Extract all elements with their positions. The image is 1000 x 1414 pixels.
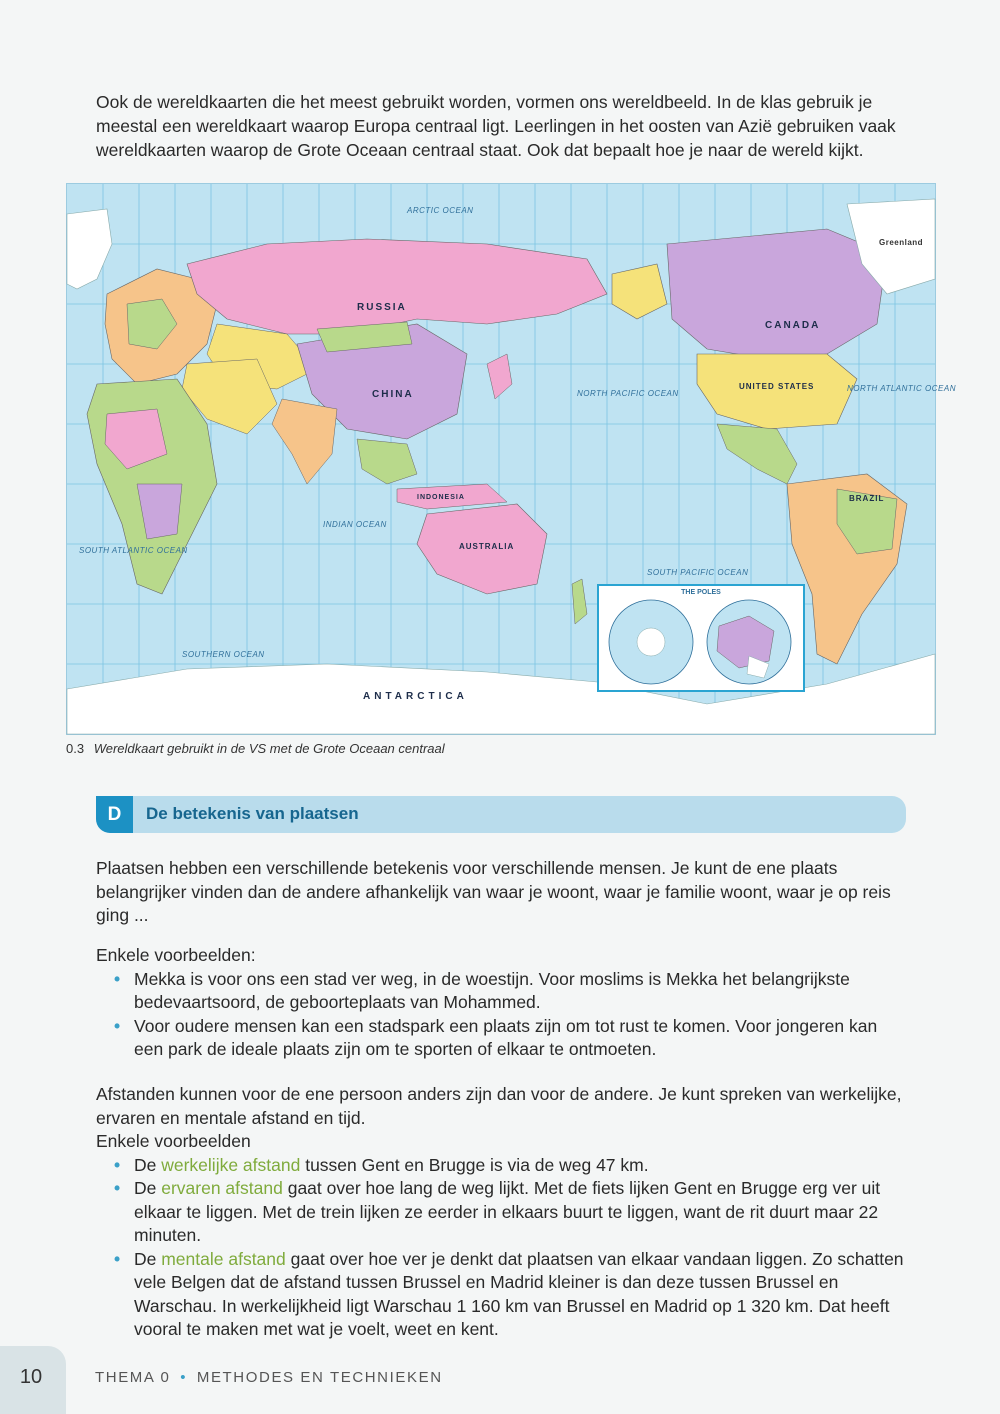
list-item-text: Voor oudere mensen kan een stadspark een plaats zijn om tot rust te komen. Voor jongeren kan een park de ideale plaats zijn om te sporten of elkaar te ontmoeten. [134,1015,878,1059]
footer-bullet-icon: • [180,1369,188,1386]
world-map [66,183,956,735]
examples-list-1 [96,968,908,1062]
label-russia: RUSSIA [357,302,407,313]
label-united-states: UNITED STATES [739,382,815,391]
label-indonesia: INDONESIA [417,494,465,501]
section-header [96,796,906,833]
label-canada: CANADA [765,320,821,331]
page-number: 10 [19,1366,43,1388]
label-australia: AUSTRALIA [459,542,515,551]
bullet-icon: • [114,1015,121,1036]
label-antarctica: ANTARCTICA [363,691,468,702]
label-greenland: Greenland [879,238,924,247]
paragraph-plaatsen: Plaatsen hebben een verschillende betekenis voor verschillende mensen. Je kunt de ene plaats belangrijker vinden dan de andere afhankelijk van waar je woont, waar je familie woont, waar je op reis ging ... [96,858,891,925]
term-mentale-afstand: mentale afstand [161,1248,286,1269]
list-item [96,968,908,1015]
bullet-icon: • [114,1248,121,1269]
footer-running-title [95,1369,443,1386]
examples-heading-1: Enkele voorbeelden: [96,945,256,965]
poles-graphic [599,586,803,690]
paragraph-afstanden: Afstanden kunnen voor de ene persoon anders zijn dan voor de andere. Je kunt spreken van werkelijke, ervaren en mentale afstand en tijd. [96,1084,902,1128]
label-north-atlantic-ocean: NORTH ATLANTIC OCEAN [847,384,956,393]
footer-theme-number: 0 [160,1369,171,1386]
poles-inset [597,584,805,692]
footer-subtitle: METHODES EN TECHNIEKEN [196,1369,443,1386]
list-item [96,1015,908,1062]
list-item: • De ervaren afstand gaat over hoe lang de weg lijkt. Met de fiets lijken Gent en Brugge erg ver uit elkaar te liggen. Met de trein lijken ze eerder in elkaars buurt te liggen, want de rit duurt maar 22 minuten. [114,1178,881,1245]
term-werkelijke-afstand: werkelijke afstand [161,1154,301,1175]
label-south-pacific-ocean: SOUTH PACIFIC OCEAN [647,568,749,577]
bullet-icon: • [114,1178,121,1198]
section-title: De betekenis van plaatsen [146,804,359,823]
term-ervaren-afstand: ervaren afstand [161,1178,283,1198]
label-arctic-ocean: ARCTIC OCEAN [407,206,474,215]
bullet-icon: • [114,968,121,989]
figure-number: 0.3 [66,741,85,756]
examples-heading-2: Enkele voorbeelden [96,1131,251,1151]
afstanden-block [96,1083,908,1342]
section-letter: D [96,796,133,833]
footer-theme: THEMA [95,1369,155,1386]
examples-block-1 [96,944,908,1062]
label-southern-ocean: SOUTHERN OCEAN [182,650,265,659]
label-north-pacific-ocean: NORTH PACIFIC OCEAN [577,389,679,398]
list-item-text: Mekka is voor ons een stad ver weg, in de woestijn. Voor moslims is Mekka het belangrijkste bedevaartsoord, de geboorteplaats van Mohammed. [134,968,850,1012]
figure-caption [66,741,445,756]
label-indian-ocean: INDIAN OCEAN [323,520,387,529]
examples-list-2 [96,1154,908,1342]
bullet-icon: • [114,1154,121,1175]
poles-title: THE POLES [681,589,721,596]
label-china: CHINA [372,389,414,400]
label-brazil: BRAZIL [849,494,885,503]
list-item: • De mentale afstand gaat over hoe ver je denkt dat plaatsen van elkaar vandaan liggen. Zo schatten vele Belgen dat de afstand tussen Brussel en Madrid kleiner is dan deze tussen Brussel en Warschau. In werkelijkheid ligt Warschau 1 160 km van Brussel en Madrid op 1 320 km. Dat heeft vooral te maken met wat je voelt, weet en kent. [114,1248,904,1339]
list-item: • De werkelijke afstand tussen Gent en Brugge is via de weg 47 km. [96,1154,908,1178]
label-south-atlantic-ocean: SOUTH ATLANTIC OCEAN [79,546,188,555]
figure-caption-text: Wereldkaart gebruikt in de VS met de Grote Oceaan centraal [93,741,445,756]
intro-paragraph: Ook de wereldkaarten die het meest gebruikt worden, vormen ons wereldbeeld. In de klas gebruik je meestal een wereldkaart waarop Europa centraal ligt. Leerlingen in het oosten van Azië gebruiken vaak wereldkaarten waarop de Grote Oceaan centraal staat. Ook dat bepaalt hoe je naar de wereld kijkt. [96,92,896,160]
